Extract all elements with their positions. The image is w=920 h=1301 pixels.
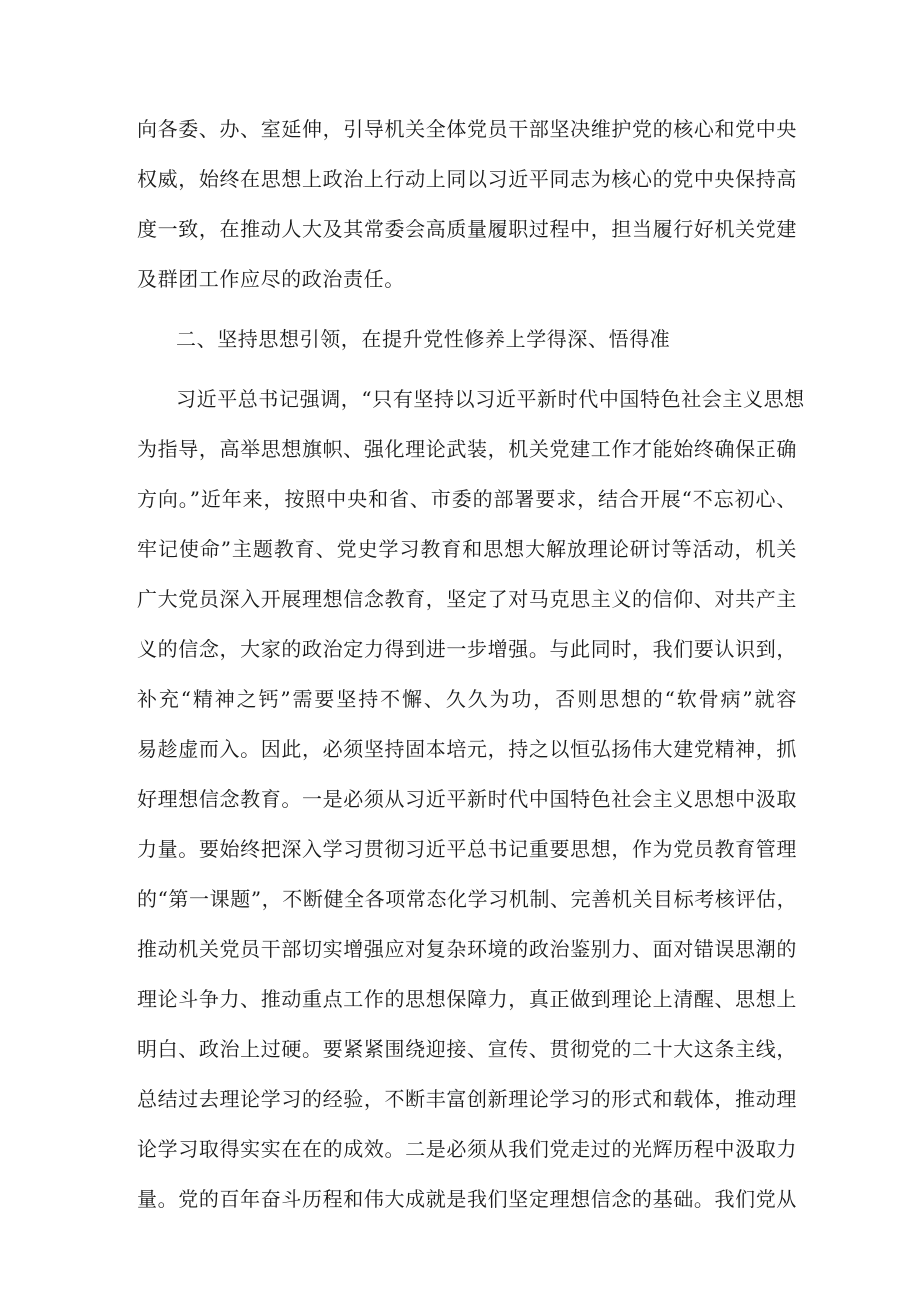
text-line: 补充“精神之钙”需要坚持不懈、久久为功，否则思想的“软骨病”就容 [137,687,797,711]
text-line: 总结过去理论学习的经验，不断丰富创新理论学习的形式和载体，推动理 [137,1087,797,1111]
text-line: 理论斗争力、推动重点工作的思想保障力，真正做到理论上清醒、思想上 [137,987,797,1011]
text-line: 明白、政治上过硬。要紧紧围绕迎接、宣传、贯彻党的二十大这条主线， [137,1037,797,1061]
text-line: 习近平总书记强调，“只有坚持以习近平新时代中国特色社会主义思想 [176,387,805,411]
text-line: 易趁虚而入。因此，必须坚持固本培元，持之以恒弘扬伟大建党精神，抓 [137,737,797,761]
text-line: 论学习取得实实在在的成效。二是必须从我们党走过的光辉历程中汲取力 [137,1137,797,1161]
text-line: 义的信念，大家的政治定力得到进一步增强。与此同时，我们要认识到， [137,637,797,661]
text-line: 向各委、办、室延伸，引导机关全体党员干部坚决维护党的核心和党中央 [137,117,797,141]
text-line: 推动机关党员干部切实增强应对复杂环境的政治鉴别力、面对错误思潮的 [137,937,797,961]
text-line: 广大党员深入开展理想信念教育，坚定了对马克思主义的信仰、对共产主 [137,587,797,611]
section-heading: 二、坚持思想引领，在提升党性修养上学得深、悟得准 [176,327,671,351]
text-line: 力量。要始终把深入学习贯彻习近平总书记重要思想，作为党员教育管理 [137,837,797,861]
text-line: 度一致，在推动人大及其常委会高质量履职过程中，担当履行好机关党建 [137,217,797,241]
text-line: 方向。”近年来，按照中央和省、市委的部署要求，结合开展“不忘初心、 [137,487,797,511]
text-line: 量。党的百年奋斗历程和伟大成就是我们坚定理想信念的基础。我们党从 [137,1187,797,1211]
text-line: 好理想信念教育。一是必须从习近平新时代中国特色社会主义思想中汲取 [137,787,797,811]
text-line: 的“第一课题”，不断健全各项常态化学习机制、完善机关目标考核评估， [137,887,798,911]
text-line: 牢记使命”主题教育、党史学习教育和思想大解放理论研讨等活动，机关 [137,537,797,561]
text-line: 为指导，高举思想旗帜、强化理论武装，机关党建工作才能始终确保正确 [137,437,797,461]
text-line: 及群团工作应尽的政治责任。 [137,267,405,291]
text-line: 权威，始终在思想上政治上行动上同以习近平同志为核心的党中央保持高 [137,167,797,191]
